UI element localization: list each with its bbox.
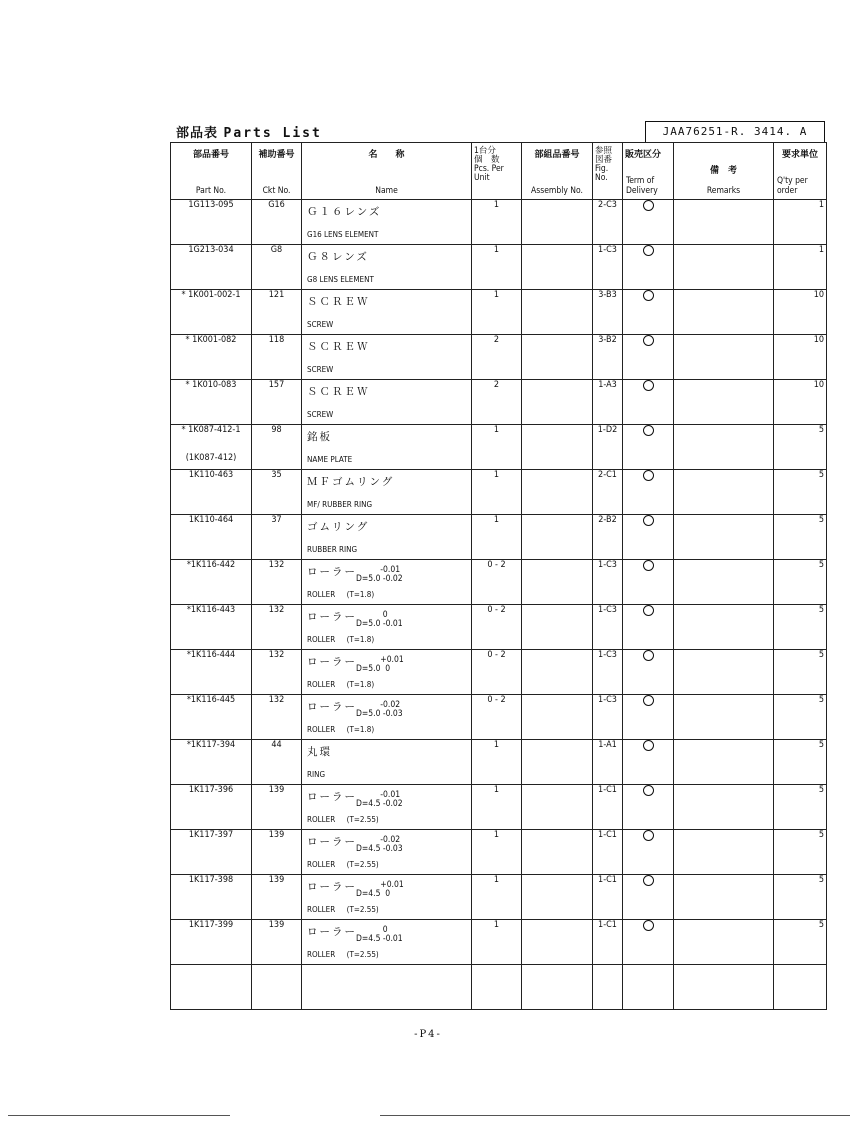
assembly-number [522,425,593,470]
fig-number: 1-C1 [593,920,623,965]
remarks [674,470,774,515]
name-spec: +0.01 D=5.0 0 [356,655,404,674]
title-en: Parts List [223,126,322,141]
ckt-number: 132 [252,560,302,605]
part-number-cell [171,650,252,695]
pcs-per-unit: 1 [472,290,522,335]
remarks [674,785,774,830]
name-en: SCREW [307,410,334,419]
remarks [674,740,774,785]
qty-per-order: 5 [774,605,827,650]
part-number-cell [171,560,252,605]
name-ja: 丸環 [307,746,332,758]
fig-number: 3-B2 [593,335,623,380]
assembly-number [522,560,593,605]
term-of-delivery [623,875,674,920]
name-cell [302,290,472,335]
name-spec: +0.01 D=4.5 0 [356,880,404,899]
remarks [674,335,774,380]
qty-per-order: 5 [774,695,827,740]
pcs-per-unit: 2 [472,380,522,425]
header-qty-per-order: 要求単位 Q'ty per order [774,143,827,200]
term-of-delivery [623,245,674,290]
name-en: G16 LENS ELEMENT [307,230,379,239]
qty-per-order: 5 [774,560,827,605]
circle-mark-icon [643,380,654,391]
assembly-number [522,785,593,830]
blank-cell [302,965,472,1010]
part-number: 1G113-095 [188,200,234,210]
part-number-cell [171,245,252,290]
name-spec: 0 D=4.5 -0.01 [356,925,403,944]
part-number-cell [171,695,252,740]
blank-cell [522,965,593,1010]
qty-per-order: 5 [774,830,827,875]
name-ja: Ｇ８レンズ [307,251,369,263]
name-en: MF/ RUBBER RING [307,500,373,509]
part-number: 1G213-034 [188,245,234,255]
part-number-cell [171,920,252,965]
fig-number: 1-D2 [593,425,623,470]
circle-mark-icon [643,650,654,661]
ckt-number: 44 [252,740,302,785]
part-number: 1K110-463 [188,470,234,480]
assembly-number [522,200,593,245]
term-of-delivery [623,605,674,650]
term-of-delivery [623,200,674,245]
part-number-alt: (1K087-412) [185,453,237,463]
circle-mark-icon [643,425,654,436]
table-row [171,380,827,425]
part-number-cell [171,785,252,830]
part-number: * 1K001-082 [185,335,237,345]
assembly-number [522,380,593,425]
pcs-per-unit: 0 - 2 [472,650,522,695]
table-body [171,200,827,1010]
name-ja: Ｇ１６レンズ [307,206,382,218]
circle-mark-icon [643,740,654,751]
table-row [171,290,827,335]
blank-cell [623,965,674,1010]
assembly-number [522,695,593,740]
assembly-number [522,830,593,875]
qty-per-order: 5 [774,785,827,830]
name-en: ROLLER (T=1.8) [307,635,375,644]
page-number: -P4- [414,1029,442,1040]
page-title [176,122,322,141]
part-number: * 1K001-002-1 [181,290,241,300]
fig-number: 1-C1 [593,785,623,830]
fig-number: 1-C3 [593,605,623,650]
part-number: * 1K010-083 [185,380,237,390]
fig-number: 2-B2 [593,515,623,560]
name-spec: -0.02 D=5.0 -0.03 [356,700,403,719]
fig-number: 1-C3 [593,650,623,695]
part-number: 1K117-397 [188,830,234,840]
name-en: RING [307,770,326,779]
term-of-delivery [623,470,674,515]
part-number-cell [171,740,252,785]
part-number: * 1K087-412-1 [181,425,241,435]
remarks [674,515,774,560]
name-en: ROLLER (T=1.8) [307,680,375,689]
circle-mark-icon [643,695,654,706]
part-number: 1K117-398 [188,875,234,885]
remarks [674,830,774,875]
table-row [171,740,827,785]
bottom-rule-right [380,1115,850,1116]
pcs-per-unit: 1 [472,470,522,515]
name-en: SCREW [307,365,334,374]
name-cell [302,245,472,290]
title-ja: 部品表 [176,126,219,141]
pcs-per-unit: 1 [472,515,522,560]
ckt-number: 157 [252,380,302,425]
name-en: ROLLER (T=2.55) [307,950,379,959]
part-number: *1K116-445 [186,695,236,705]
ckt-number: G16 [252,200,302,245]
term-of-delivery [623,650,674,695]
term-of-delivery [623,740,674,785]
name-en: RUBBER RING [307,545,358,554]
name-cell [302,740,472,785]
part-number-cell [171,830,252,875]
blank-cell [472,965,522,1010]
assembly-number [522,740,593,785]
pcs-per-unit: 0 - 2 [472,605,522,650]
qty-per-order: 5 [774,515,827,560]
part-number: 1K117-396 [188,785,234,795]
part-number-cell [171,425,252,470]
term-of-delivery [623,695,674,740]
name-ja: ＳＣＲＥＷ [307,296,370,308]
blank-cell [774,965,827,1010]
ckt-number: 132 [252,605,302,650]
pcs-per-unit: 1 [472,200,522,245]
circle-mark-icon [643,830,654,841]
part-number-cell [171,380,252,425]
name-cell [302,785,472,830]
ckt-number: 118 [252,335,302,380]
blank-cell [593,965,623,1010]
blank-cell [171,965,252,1010]
qty-per-order: 1 [774,245,827,290]
table-row [171,470,827,515]
table-row [171,425,827,470]
remarks [674,695,774,740]
remarks [674,380,774,425]
name-ja: ＭＦゴムリング [307,476,395,488]
pcs-per-unit: 1 [472,875,522,920]
name-cell [302,605,472,650]
part-number: 1K117-399 [188,920,234,930]
name-ja: ローラー [307,656,357,668]
ckt-number: 37 [252,515,302,560]
name-cell [302,470,472,515]
header-assembly-no: 部組品番号 Assembly No. [522,143,593,200]
table-row [171,245,827,290]
qty-per-order: 5 [774,920,827,965]
name-ja: ローラー [307,566,357,578]
name-en: ROLLER (T=1.8) [307,590,375,599]
ckt-number: 139 [252,920,302,965]
assembly-number [522,470,593,515]
name-ja: ローラー [307,791,357,803]
fig-number: 1-A1 [593,740,623,785]
pcs-per-unit: 0 - 2 [472,695,522,740]
circle-mark-icon [643,875,654,886]
table-row [171,875,827,920]
table-row [171,515,827,560]
part-number-cell [171,290,252,335]
header-fig-no: 参照 図番 Fig. No. [593,143,623,200]
assembly-number [522,335,593,380]
name-cell [302,920,472,965]
pcs-per-unit: 1 [472,245,522,290]
term-of-delivery [623,560,674,605]
header-remarks: 備 考 Remarks [674,143,774,200]
table-header-row [171,143,827,200]
header-ckt-no: 補助番号 Ckt No. [252,143,302,200]
name-cell [302,650,472,695]
ckt-number: 121 [252,290,302,335]
table-row [171,830,827,875]
name-spec: -0.01 D=4.5 -0.02 [356,790,403,809]
circle-mark-icon [643,920,654,931]
part-number-cell [171,515,252,560]
name-cell [302,200,472,245]
name-cell [302,830,472,875]
fig-number: 3-B3 [593,290,623,335]
fig-number: 1-C3 [593,560,623,605]
name-cell [302,425,472,470]
name-en: ROLLER (T=2.55) [307,815,379,824]
fig-number: 1-C1 [593,875,623,920]
name-en: ROLLER (T=1.8) [307,725,375,734]
name-ja: 銘板 [307,431,332,443]
header-pcs-per-unit: 1台分 個 数 Pcs. Per Unit [472,143,522,200]
ckt-number: 132 [252,695,302,740]
name-spec: 0 D=5.0 -0.01 [356,610,403,629]
pcs-per-unit: 1 [472,920,522,965]
part-number-cell [171,605,252,650]
term-of-delivery [623,515,674,560]
table-row [171,335,827,380]
pcs-per-unit: 2 [472,335,522,380]
header-part-no: 部品番号 Part No. [171,143,252,200]
name-en: ROLLER (T=2.55) [307,860,379,869]
remarks [674,920,774,965]
part-number-cell [171,200,252,245]
remarks [674,245,774,290]
ckt-number: 98 [252,425,302,470]
circle-mark-icon [643,515,654,526]
name-cell [302,875,472,920]
name-en: NAME PLATE [307,455,353,464]
circle-mark-icon [643,470,654,481]
table-row [171,920,827,965]
remarks [674,650,774,695]
ckt-number: 139 [252,785,302,830]
name-en: ROLLER (T=2.55) [307,905,379,914]
name-spec: -0.02 D=4.5 -0.03 [356,835,403,854]
qty-per-order: 5 [774,425,827,470]
name-cell [302,335,472,380]
name-ja: ローラー [307,611,357,623]
name-ja: ＳＣＲＥＷ [307,386,370,398]
fig-number: 1-C3 [593,695,623,740]
table-row [171,605,827,650]
fig-number: 2-C3 [593,200,623,245]
remarks [674,200,774,245]
pcs-per-unit: 0 - 2 [472,560,522,605]
part-number: *1K116-443 [186,605,236,615]
parts-table [170,142,827,1010]
assembly-number [522,245,593,290]
fig-number: 1-A3 [593,380,623,425]
remarks [674,425,774,470]
remarks [674,290,774,335]
blank-row [171,965,827,1010]
qty-per-order: 5 [774,875,827,920]
circle-mark-icon [643,560,654,571]
name-en: SCREW [307,320,334,329]
name-cell [302,560,472,605]
part-number-cell [171,470,252,515]
table-row [171,785,827,830]
assembly-number [522,650,593,695]
ckt-number: 132 [252,650,302,695]
circle-mark-icon [643,605,654,616]
table-row [171,695,827,740]
name-spec: -0.01 D=5.0 -0.02 [356,565,403,584]
assembly-number [522,920,593,965]
circle-mark-icon [643,200,654,211]
term-of-delivery [623,785,674,830]
document-id: JAA76251-R. 3414. A [645,121,825,142]
remarks [674,875,774,920]
assembly-number [522,875,593,920]
remarks [674,560,774,605]
name-ja: ローラー [307,836,357,848]
name-ja: ローラー [307,701,357,713]
ckt-number: 35 [252,470,302,515]
name-ja: ローラー [307,881,357,893]
name-cell [302,515,472,560]
table-row [171,650,827,695]
header-term-of-delivery: 販売区分 Term of Delivery [623,143,674,200]
part-number: *1K116-444 [186,650,236,660]
ckt-number: 139 [252,875,302,920]
name-ja: ＳＣＲＥＷ [307,341,370,353]
part-number: *1K116-442 [186,560,236,570]
ckt-number: 139 [252,830,302,875]
circle-mark-icon [643,290,654,301]
name-cell [302,695,472,740]
name-en: G8 LENS ELEMENT [307,275,374,284]
term-of-delivery [623,920,674,965]
circle-mark-icon [643,245,654,256]
assembly-number [522,515,593,560]
part-number: *1K117-394 [186,740,236,750]
fig-number: 1-C1 [593,830,623,875]
qty-per-order: 10 [774,290,827,335]
term-of-delivery [623,425,674,470]
qty-per-order: 10 [774,335,827,380]
remarks [674,605,774,650]
pcs-per-unit: 1 [472,830,522,875]
fig-number: 2-C1 [593,470,623,515]
qty-per-order: 1 [774,200,827,245]
name-ja: ローラー [307,926,357,938]
circle-mark-icon [643,335,654,346]
qty-per-order: 5 [774,650,827,695]
part-number: 1K110-464 [188,515,234,525]
ckt-number: G8 [252,245,302,290]
bottom-rule-left [8,1115,230,1116]
blank-cell [252,965,302,1010]
assembly-number [522,605,593,650]
name-ja: ゴムリング [307,521,370,533]
pcs-per-unit: 1 [472,425,522,470]
term-of-delivery [623,830,674,875]
header-name: 名 称 Name [302,143,472,200]
blank-cell [674,965,774,1010]
fig-number: 1-C3 [593,245,623,290]
table-row [171,560,827,605]
pcs-per-unit: 1 [472,740,522,785]
term-of-delivery [623,290,674,335]
part-number-cell [171,335,252,380]
part-number-cell [171,875,252,920]
term-of-delivery [623,335,674,380]
pcs-per-unit: 1 [472,785,522,830]
qty-per-order: 5 [774,740,827,785]
circle-mark-icon [643,785,654,796]
qty-per-order: 5 [774,470,827,515]
qty-per-order: 10 [774,380,827,425]
assembly-number [522,290,593,335]
term-of-delivery [623,380,674,425]
table-row [171,200,827,245]
name-cell [302,380,472,425]
